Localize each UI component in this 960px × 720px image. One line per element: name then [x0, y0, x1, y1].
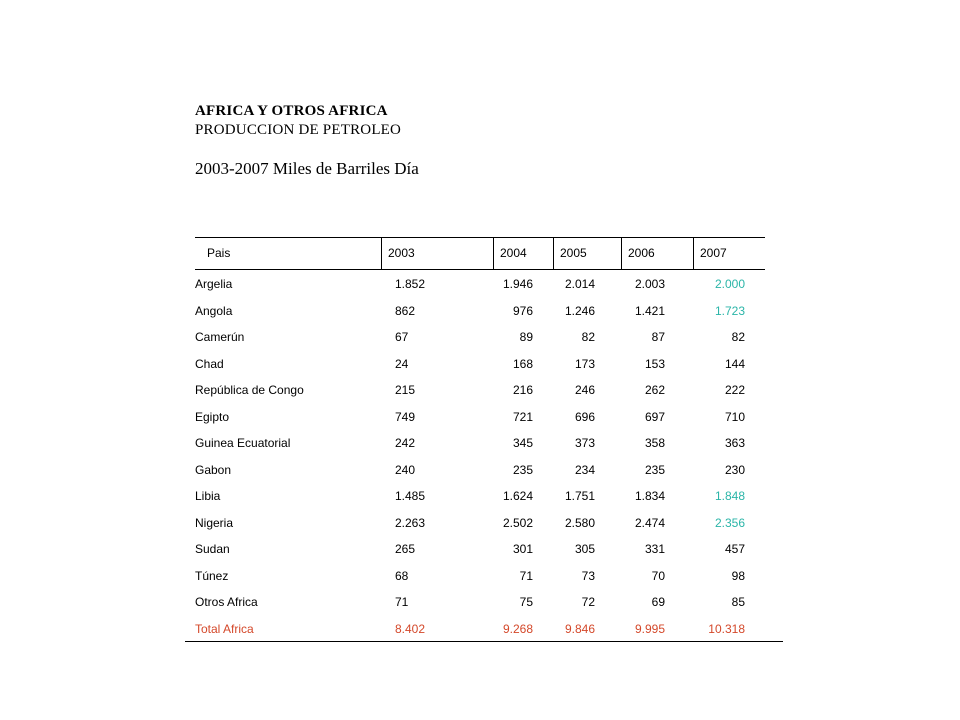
- header-cell-2005: 2005: [553, 238, 621, 269]
- value-cell-2006: 2.474: [634, 515, 665, 530]
- value-cell-2007: 10.318: [708, 621, 745, 636]
- value-cell-2004: 1.946: [502, 277, 533, 291]
- value-cell-2005: 234: [574, 462, 595, 477]
- value-cell-2003: 1.485: [395, 489, 426, 503]
- production-table: [185, 237, 783, 642]
- value-cell-2007: 85: [731, 595, 745, 609]
- value-cell-2003: 8.402: [395, 621, 426, 636]
- table-row: [185, 562, 783, 589]
- value-cell-2006: 235: [644, 462, 665, 477]
- country-cell: Otros Africa: [195, 595, 258, 609]
- value-cell-2005: 1.751: [564, 489, 595, 503]
- country-cell: Sudan: [195, 542, 230, 556]
- value-cell-2007: 710: [724, 409, 745, 424]
- table-row: [185, 429, 783, 456]
- table-row: [185, 350, 783, 377]
- value-cell-2005: 696: [574, 409, 595, 424]
- value-cell-2005: 73: [581, 568, 595, 583]
- value-cell-2005: 1.246: [564, 303, 595, 318]
- value-cell-2007: 2.356: [714, 515, 745, 530]
- country-cell: Libia: [195, 489, 221, 503]
- value-cell-2007: 457: [724, 542, 745, 556]
- value-cell-2003: 67: [395, 330, 409, 344]
- value-cell-2007: 1.848: [714, 489, 745, 503]
- value-cell-2004: 1.624: [502, 489, 533, 503]
- value-cell-2003: 215: [395, 383, 416, 397]
- value-cell-2006: 69: [651, 595, 665, 609]
- value-cell-2004: 235: [512, 462, 533, 477]
- value-cell-2007: 222: [724, 383, 745, 397]
- country-cell: Total Africa: [195, 621, 254, 636]
- value-cell-2007: 230: [724, 462, 745, 477]
- country-cell: República de Congo: [195, 383, 304, 397]
- value-cell-2004: 2.502: [502, 515, 533, 530]
- value-cell-2006: 1.834: [634, 489, 665, 503]
- country-cell: Nigeria: [195, 515, 234, 530]
- table-row: [185, 297, 783, 324]
- table-row: [185, 535, 783, 562]
- value-cell-2005: 173: [574, 356, 595, 371]
- value-cell-2005: 82: [581, 330, 595, 344]
- value-cell-2005: 246: [574, 383, 595, 397]
- title-block: [195, 102, 419, 180]
- table-row: [185, 482, 783, 509]
- value-cell-2004: 216: [512, 383, 533, 397]
- value-cell-2006: 331: [644, 542, 665, 556]
- country-cell: Gabon: [195, 462, 232, 477]
- country-cell: Egipto: [195, 409, 230, 424]
- value-cell-2003: 862: [395, 303, 416, 318]
- value-cell-2003: 265: [395, 542, 416, 556]
- country-cell: Camerún: [195, 330, 245, 344]
- value-cell-2003: 242: [395, 436, 416, 450]
- value-cell-2007: 2.000: [714, 277, 745, 291]
- country-cell: Chad: [195, 356, 224, 371]
- header-cell-pais: Pais: [207, 246, 231, 260]
- value-cell-2006: 697: [644, 409, 665, 424]
- value-cell-2006: 153: [644, 356, 665, 371]
- value-cell-2005: 2.014: [564, 277, 595, 291]
- header-cell-2004: 2004: [493, 238, 553, 269]
- table-total-row: [185, 615, 783, 643]
- value-cell-2003: 68: [395, 568, 409, 583]
- table-row: [185, 323, 783, 350]
- value-cell-2003: 1.852: [395, 277, 426, 291]
- value-cell-2004: 168: [512, 356, 533, 371]
- table-body: [185, 270, 783, 642]
- value-cell-2003: 240: [395, 462, 416, 477]
- value-cell-2005: 373: [574, 436, 595, 450]
- value-cell-2006: 358: [644, 436, 665, 450]
- value-cell-2007: 144: [724, 356, 745, 371]
- country-cell: Angola: [195, 303, 233, 318]
- value-cell-2006: 70: [651, 568, 665, 583]
- value-cell-2006: 87: [651, 330, 665, 344]
- value-cell-2004: 301: [512, 542, 533, 556]
- value-cell-2005: 9.846: [564, 621, 595, 636]
- value-cell-2006: 262: [644, 383, 665, 397]
- value-cell-2003: 749: [395, 409, 416, 424]
- value-cell-2007: 82: [731, 330, 745, 344]
- page-period: 2003-2007 Miles de Barriles Día: [195, 159, 419, 178]
- country-cell: Argelia: [195, 277, 233, 291]
- value-cell-2005: 72: [581, 595, 595, 609]
- value-cell-2004: 9.268: [502, 621, 533, 636]
- value-cell-2004: 71: [519, 568, 533, 583]
- value-cell-2007: 98: [731, 568, 745, 583]
- table-row: [185, 456, 783, 483]
- value-cell-2005: 2.580: [564, 515, 595, 530]
- value-cell-2004: 976: [512, 303, 533, 318]
- value-cell-2007: 1.723: [714, 303, 745, 318]
- table-row: [185, 376, 783, 403]
- header-cell-2003: 2003: [381, 238, 493, 269]
- country-cell: Guinea Ecuatorial: [195, 436, 291, 450]
- value-cell-2004: 721: [512, 409, 533, 424]
- value-cell-2005: 305: [574, 542, 595, 556]
- header-cell-2006: 2006: [621, 238, 693, 269]
- table-row: [185, 403, 783, 430]
- value-cell-2006: 1.421: [634, 303, 665, 318]
- value-cell-2003: 2.263: [395, 515, 426, 530]
- page-subtitle: PRODUCCION DE PETROLEO: [195, 122, 402, 138]
- value-cell-2007: 363: [724, 436, 745, 450]
- value-cell-2004: 89: [519, 330, 533, 344]
- value-cell-2003: 24: [395, 356, 409, 371]
- value-cell-2004: 345: [512, 436, 533, 450]
- value-cell-2006: 2.003: [634, 277, 665, 291]
- country-cell: Túnez: [195, 568, 229, 583]
- value-cell-2006: 9.995: [634, 621, 665, 636]
- table-row: [185, 270, 783, 297]
- table-row: [185, 588, 783, 615]
- table-row: [185, 509, 783, 536]
- header-cell-2007: 2007: [693, 238, 765, 269]
- table-header-row: [195, 237, 765, 270]
- page-title: AFRICA Y OTROS AFRICA: [195, 103, 388, 119]
- value-cell-2004: 75: [519, 595, 533, 609]
- value-cell-2003: 71: [395, 595, 409, 609]
